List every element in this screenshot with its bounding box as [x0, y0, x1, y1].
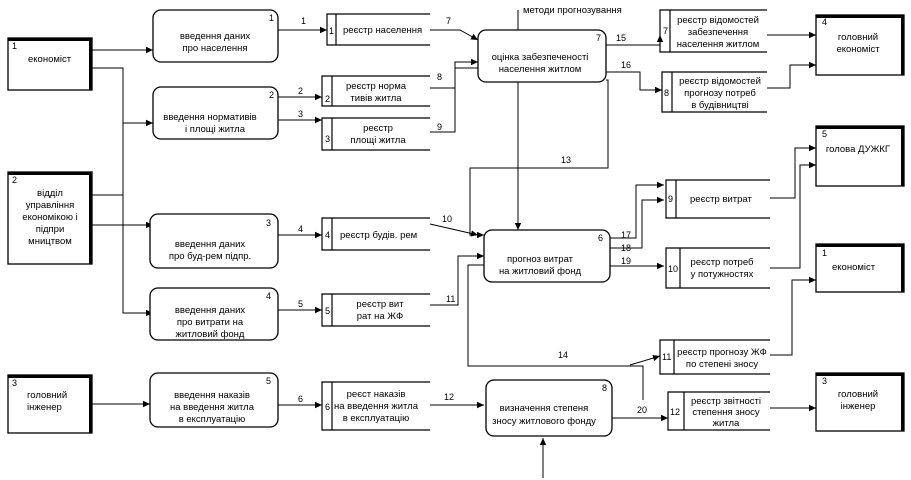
flow-number: 20: [637, 405, 648, 415]
store-label: реєстр будів. рем: [340, 230, 418, 241]
entity-number: 1: [822, 248, 828, 258]
process-label: про витрати на: [176, 317, 244, 328]
external-e2: [8, 172, 92, 264]
process-number: 1: [269, 13, 275, 23]
flow-number: 19: [621, 256, 632, 266]
process-p5: [150, 373, 278, 427]
entity-label: головний: [837, 32, 879, 43]
store-label: реєстр відомостей: [679, 76, 761, 87]
process-label: про буд-рем підпр.: [168, 251, 252, 262]
process-label: оцінка забезпеченості: [491, 52, 589, 63]
entity-number: 3: [12, 378, 18, 388]
external-e4: [816, 15, 904, 75]
flow-number: 7: [446, 16, 452, 26]
process-label: введення нормативів: [163, 112, 257, 123]
flow-number: 8: [437, 72, 443, 82]
process-number: 8: [602, 383, 608, 393]
store-s4: [322, 218, 430, 250]
store-number: 9: [668, 194, 674, 204]
control-label: методи прогнозування: [523, 5, 622, 16]
process-p1: [153, 10, 278, 62]
store-number: 2: [325, 94, 331, 104]
process-p8: [486, 380, 612, 436]
store-s5: [322, 294, 430, 326]
entity-label: голова ДУЖКГ: [825, 144, 891, 155]
store-label: степення зносу: [692, 407, 760, 418]
store-label: реєстр норма: [345, 81, 407, 92]
store-label: по степені зносу: [685, 359, 759, 370]
process-number: 5: [266, 376, 272, 386]
process-label: населення житлом: [498, 64, 582, 75]
store-label: реєстр вит: [356, 299, 404, 310]
process-label: і площі житла: [184, 124, 246, 135]
process-number: 6: [598, 233, 604, 243]
store-number: 12: [670, 407, 681, 417]
entity-label: економіст: [28, 54, 72, 65]
store-label: реєстр відомостей: [677, 15, 759, 26]
store-s10: [666, 248, 770, 288]
entity-number: 3: [822, 376, 828, 386]
external-e3a: [8, 375, 92, 433]
entity-label: економікою і: [22, 212, 78, 223]
process-p4: [150, 288, 278, 340]
store-s8: [662, 72, 767, 112]
flow-number: 4: [298, 224, 304, 234]
store-label: площі житла: [350, 135, 406, 146]
entity-label: мництвом: [28, 236, 72, 247]
flow-number: 2: [298, 86, 304, 96]
store-s9: [666, 180, 770, 218]
process-number: 3: [266, 218, 272, 228]
store-number: 3: [325, 134, 331, 144]
store-s7: [660, 10, 767, 52]
store-label: реєстр прогнозу ЖФ: [677, 347, 767, 358]
process-label: на житловий фонд: [498, 266, 582, 277]
store-label: реєст наказів: [346, 389, 406, 400]
entity-label: інженер: [27, 402, 62, 413]
store-number: 6: [325, 402, 331, 412]
store-label: у потужностях: [690, 269, 754, 280]
store-label: реєстр: [363, 123, 393, 134]
store-label: реєстр потреб: [690, 257, 754, 268]
store-label: в експлуатацію: [342, 413, 410, 424]
entity-label: інженер: [840, 401, 876, 412]
process-label: введення наказів: [174, 390, 250, 401]
entity-label: головний: [837, 389, 879, 400]
process-number: 4: [266, 291, 272, 301]
store-number: 5: [325, 306, 331, 316]
process-label: в експлуатацію: [178, 414, 246, 425]
store-number: 1: [329, 26, 335, 36]
store-label: рат на ЖФ: [356, 311, 404, 322]
flow-number: 11: [446, 294, 456, 304]
process-number: 2: [269, 90, 275, 100]
entity-number: 5: [822, 129, 828, 139]
store-label: населення житлом: [676, 39, 760, 50]
process-p3: [150, 214, 278, 268]
store-s6: [322, 382, 430, 430]
process-p6: [484, 230, 610, 282]
store-s2: [322, 76, 430, 106]
store-label: реєстр витрат: [690, 194, 752, 205]
store-number: 4: [325, 230, 331, 240]
store-s1: [327, 14, 430, 45]
store-s12: [668, 392, 770, 430]
flow-number: 3: [298, 109, 304, 119]
store-label: на введення житла: [334, 401, 418, 412]
flow-number: 15: [616, 33, 627, 43]
process-label: про населення: [182, 43, 248, 54]
flow-number: 9: [437, 122, 443, 132]
entity-label: відділ: [37, 188, 63, 199]
process-label: введення даних: [179, 31, 251, 42]
store-label: реєстр населення: [343, 25, 423, 36]
external-e1a: [8, 38, 92, 90]
external-e1b: [816, 244, 904, 292]
store-label: реєстр звітності: [690, 396, 762, 407]
entity-label: економіст: [836, 44, 880, 55]
process-p2: [153, 87, 278, 139]
flow-number: 13: [561, 155, 572, 165]
external-e5: [816, 126, 904, 186]
process-p7: [478, 30, 606, 82]
store-s3: [322, 118, 430, 150]
entity-label: головний: [27, 390, 68, 401]
process-number: 7: [596, 33, 602, 43]
entity-number: 4: [822, 17, 828, 27]
process-label: введення даних: [174, 305, 246, 316]
flow-number: 17: [621, 230, 632, 240]
flow-number: 5: [298, 299, 304, 309]
process-label: зносу житлового фонду: [492, 416, 596, 427]
entity-number: 2: [12, 175, 18, 185]
flow-number: 14: [558, 350, 569, 360]
store-number: 10: [668, 264, 679, 274]
flow-number: 6: [298, 394, 304, 404]
entity-label: економіст: [832, 262, 876, 273]
store-label: житла: [712, 418, 740, 429]
external-e3b: [816, 373, 904, 431]
process-label: на введення житла: [170, 402, 254, 413]
flow-number: 1: [301, 16, 307, 26]
store-label: забезпечення: [687, 27, 749, 38]
flow-number: 12: [444, 392, 455, 402]
store-label: в будівництві: [691, 100, 749, 111]
process-label: введення даних: [174, 239, 246, 250]
store-number: 11: [662, 352, 672, 362]
process-label: прогноз витрат: [506, 254, 574, 265]
flow-number: 16: [621, 60, 632, 70]
store-number: 8: [664, 88, 670, 98]
entity-number: 1: [12, 41, 18, 51]
store-label: тивів житла: [350, 93, 402, 104]
process-label: житловий фонд: [175, 329, 245, 340]
process-label: визначення степеня: [499, 403, 589, 414]
store-number: 7: [663, 26, 669, 36]
flow-number: 10: [442, 214, 453, 224]
entity-label: управління: [25, 200, 75, 211]
store-s11: [660, 340, 770, 374]
flow-number: 18: [621, 243, 632, 253]
entity-label: підпри: [35, 224, 65, 235]
store-label: прогнозу потреб: [684, 88, 756, 99]
